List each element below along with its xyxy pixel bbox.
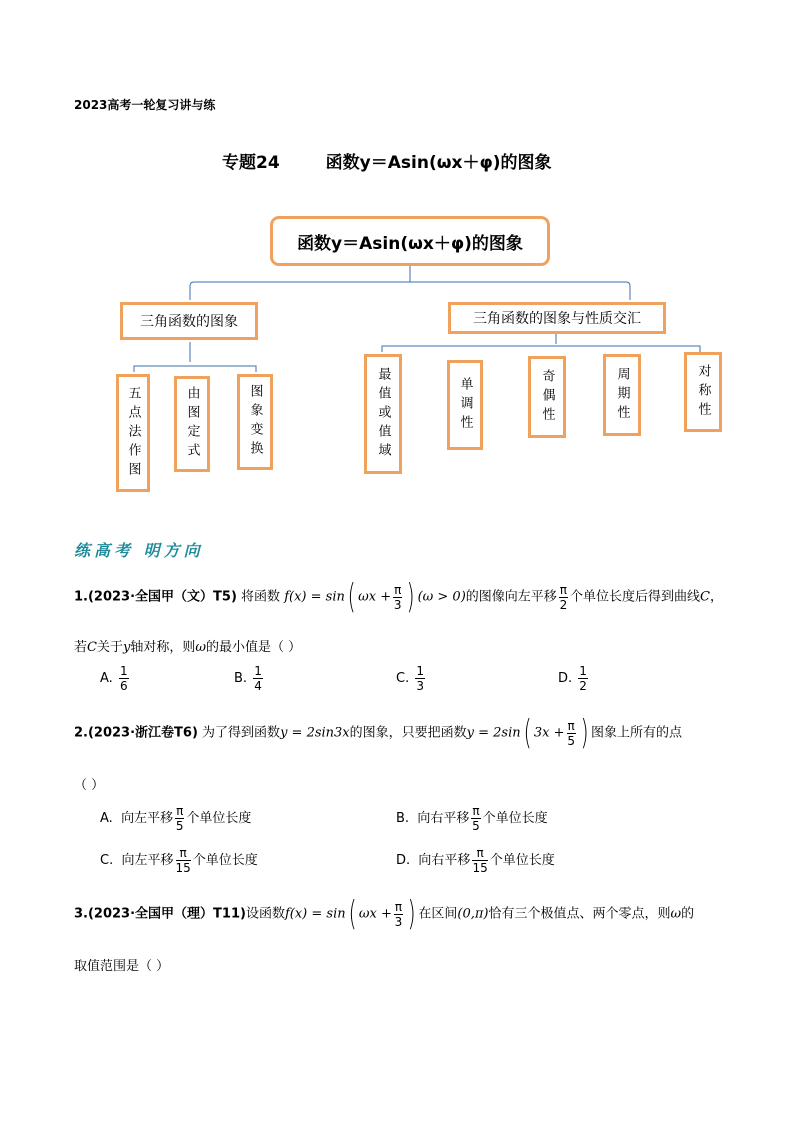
frac-num: 1 [416,664,424,678]
question-2 [74,713,683,753]
question-text: 若 [74,640,88,655]
option-a[interactable] [100,664,131,693]
mindmap-root: 函数y＝Asin(ωx＋φ)的图象 [270,216,550,266]
fraction [559,583,568,612]
option-d[interactable] [558,664,590,693]
fraction [394,900,403,929]
math-expr: ω [670,906,682,922]
option-b[interactable] [396,804,548,833]
question-number: 3. [74,906,88,922]
option-text: 向右平移 [417,811,470,826]
title-text: 函数y＝Asin(ωx＋φ)的图象 [325,153,552,173]
mindmap-leaf [116,374,150,492]
option-text: 个单位长度 [192,853,258,868]
option-c[interactable] [100,846,258,875]
question-text: 为了得到函数 [202,725,281,741]
fraction [176,846,191,875]
mindmap-leaf [603,354,641,436]
frac-den: 4 [254,679,262,693]
frac-num: 1 [579,664,587,678]
math-expr: ωx + [358,589,392,605]
math-expr: ω [195,640,206,655]
fraction [567,719,576,748]
mindmap-left-branch: 三角函数的图象 [120,302,258,340]
leaf-text: 奇偶性 [539,368,555,426]
paren-right: ) [407,894,416,934]
option-text: 向左平移 [121,853,174,868]
frac-den: 5 [567,733,575,748]
option-text: 向右平移 [418,853,471,868]
mindmap-leaf [364,354,402,474]
paren-right: ) [580,713,589,753]
frac-den: 15 [175,861,191,875]
math-expr: (ω > 0) [417,589,466,605]
paren-right: ) [406,577,415,617]
math-expr: ωx + [358,906,392,922]
frac-num: π [394,899,403,914]
math-expr: 3x + [533,725,565,741]
question-text: 恰有三个极值点、两个零点，则 [488,906,671,922]
frac-den: 6 [119,679,128,693]
option-b[interactable] [234,664,265,693]
option-label: D. [396,853,411,868]
fraction [175,804,184,833]
leaf-text: 最值或值域 [375,366,391,462]
math-expr: f(x) = sin [284,589,345,605]
frac-den: 3 [416,679,424,693]
mindmap-leaf [684,352,722,432]
frac-den: 5 [175,819,184,833]
option-c[interactable] [396,664,427,693]
question-number: 2. [74,725,88,741]
math-expr: C [700,589,710,605]
frac-num: π [472,804,480,818]
math-expr: y [122,640,131,655]
question-text: 的 [681,906,695,922]
question-text: 将函数 [241,589,281,605]
question-text: 个单位长度后得到曲线 [570,589,701,605]
option-text: 个单位长度 [482,811,548,826]
leaf-text: 图象变换 [247,384,263,460]
paren-left: ( [348,894,357,934]
frac-num: π [559,582,568,597]
frac-den: 5 [472,819,480,833]
question-text: 设函数 [245,906,285,922]
mindmap-leaf [528,356,566,438]
question-source: (2023·全国甲（文）T5) [87,589,237,605]
math-expr: f(x) = sin [284,906,346,922]
frac-num: π [394,582,402,597]
mindmap-leaf [447,360,483,450]
option-label: C. [100,853,114,868]
document-header: 2023高考一轮复习讲与练 [74,98,216,112]
fraction [471,804,480,833]
fraction [393,583,402,612]
paren-left: ( [523,713,532,753]
fraction [578,664,588,693]
frac-num: 1 [254,664,262,678]
question-text: 轴对称，则 [130,640,196,655]
math-expr: C [87,640,97,655]
frac-num: 1 [119,664,128,678]
section-heading: 练高考 明方向 [74,541,204,560]
fraction [119,664,129,693]
frac-den: 15 [472,861,488,875]
math-expr: y = 2sin [466,725,521,741]
question-1: 1.(2023·全国甲（文）T5) 将函数 f(x) = sin( ωx + $\frac{\pi}{3}$ ) (ω > 0)的图像向左平移 $\frac{\pi}{2}$ 个单位长度后得到曲线C， [74,577,724,617]
option-label: D. [558,671,573,686]
question-text: 在区间 [418,906,458,922]
question-source: (2023·浙江卷T6) [87,725,198,741]
option-label: C. [396,671,410,686]
mindmap-leaf [174,376,210,472]
frac-den: 3 [394,914,403,929]
leaf-text: 由图定式 [184,386,200,462]
question-number: 1. [74,589,88,605]
frac-den: 2 [559,597,568,612]
option-a[interactable] [100,804,251,833]
option-text: 个单位长度 [489,853,555,868]
question-text: 的图像向左平移 [465,589,557,605]
paren-left: ( [347,577,356,617]
frac-num: π [567,718,575,733]
frac-den: 2 [579,679,587,693]
fraction [253,664,263,693]
option-label: A. [100,811,113,826]
question-3-line2: 取值范围是（ ） [74,959,170,974]
leaf-text: 周期性 [614,366,630,424]
question-text: 关于 [96,640,123,655]
question-1-line2 [74,636,301,655]
question-text: 的图象，只要把函数 [349,725,467,741]
frac-num: π [176,846,191,861]
question-text: 图象上所有的点 [591,725,683,741]
fraction [415,664,425,693]
option-label: B. [234,671,248,686]
option-text: 向左平移 [121,811,174,826]
title-label: 专题24 [222,153,280,173]
question-3 [74,894,695,934]
frac-num: π [472,846,487,861]
option-text: 个单位长度 [186,811,252,826]
mindmap-right-branch: 三角函数的图象与性质交汇 [448,302,666,334]
leaf-text: 单调性 [457,376,473,434]
question-text: 的最小值是（ ） [205,640,302,655]
frac-num: π [176,804,184,818]
math-expr: y = 2sin3x [280,725,350,741]
leaf-text: 五点法作图 [125,385,141,481]
question-2-line2: （ ） [74,778,105,793]
question-source: (2023·全国甲（理）T11) [87,906,246,922]
mindmap-leaf [237,374,273,470]
option-label: A. [100,671,113,686]
frac-den: 3 [393,597,402,612]
fraction [472,846,487,875]
option-label: B. [396,811,410,826]
math-expr: (0,π) [457,906,489,922]
leaf-text: 对称性 [695,363,711,421]
option-d[interactable] [396,846,555,875]
